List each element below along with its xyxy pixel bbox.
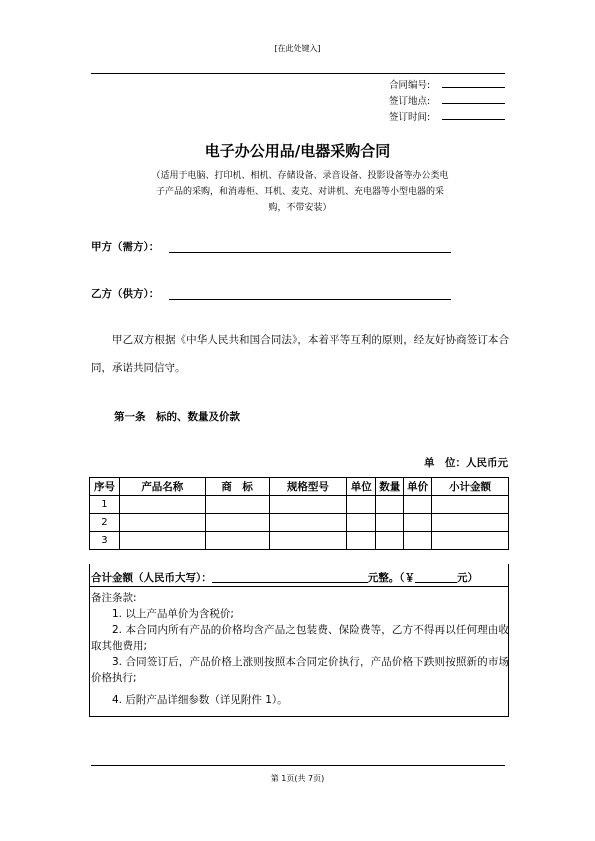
total-divider	[89, 586, 509, 587]
subtotal-cell[interactable]	[432, 532, 509, 550]
note-item: 4. 后附产品详细参数（详见附件 1）。	[112, 694, 288, 706]
col-header-quantity: 数量	[376, 478, 404, 496]
price-cell[interactable]	[404, 496, 432, 514]
col-header-index: 序号	[90, 478, 120, 496]
intro-paragraph: 甲乙双方根据《中华人民共和国合同法》，本着平等互利的原则，经友好协商签订本合同，承诺共同信守。	[91, 334, 509, 374]
sign-place-row	[389, 93, 441, 106]
col-header-product: 产品名称	[119, 478, 205, 496]
price-cell[interactable]	[404, 514, 432, 532]
sign-place-blank[interactable]	[442, 103, 505, 104]
brand-cell[interactable]	[205, 496, 269, 514]
price-cell[interactable]	[404, 532, 432, 550]
row-index: 2	[90, 514, 120, 532]
total-suffix-1: 元整。（￥	[367, 572, 415, 584]
product-cell[interactable]	[119, 514, 205, 532]
col-header-price: 单价	[404, 478, 432, 496]
total-amount-row	[91, 570, 478, 585]
article-1-heading: 第一条 标的、数量及价款	[114, 411, 240, 423]
note-item: 2. 本合同内所有产品的价格均含产品之包装费、保险费等，乙方不得再以任何理由收取其他费用;	[91, 624, 509, 652]
unit-cell[interactable]	[347, 532, 376, 550]
sign-date-blank[interactable]	[442, 119, 505, 120]
quantity-cell[interactable]	[376, 496, 404, 514]
col-header-unit: 单位	[347, 478, 376, 496]
party-a-label: 甲方（需方）：	[91, 241, 160, 253]
col-header-subtotal: 小计金额	[432, 478, 509, 496]
col-header-brand: 商 标	[205, 478, 269, 496]
product-cell[interactable]	[119, 496, 205, 514]
product-cell[interactable]	[119, 532, 205, 550]
currency-unit: 单 位：人民币元	[424, 457, 508, 469]
sign-place-label: 签订地点:	[389, 96, 431, 107]
note-item: 3. 合同签订后，产品价格上涨则按照本合同定价执行，产品价格下跌则按照新的市场价格执行;	[91, 656, 509, 684]
table-row	[90, 532, 509, 550]
header-rule	[91, 73, 505, 74]
party-b-blank[interactable]	[169, 299, 451, 300]
page-number: 第 1页(共 7页)	[270, 774, 325, 783]
col-header-model: 规格型号	[269, 478, 347, 496]
contract-number-label: 合同编号:	[389, 80, 431, 91]
total-figure-blank[interactable]	[415, 570, 457, 583]
brand-cell[interactable]	[205, 532, 269, 550]
notes-title: 备注条款:	[91, 592, 137, 604]
total-suffix-2: 元）	[457, 572, 478, 584]
model-cell[interactable]	[269, 496, 347, 514]
row-index: 1	[90, 496, 120, 514]
party-b-label: 乙方（供方）：	[91, 288, 160, 300]
quantity-cell[interactable]	[376, 514, 404, 532]
items-table	[89, 477, 509, 550]
brand-cell[interactable]	[205, 514, 269, 532]
quantity-cell[interactable]	[376, 532, 404, 550]
sign-date-row	[389, 109, 441, 122]
model-cell[interactable]	[269, 532, 347, 550]
party-a-row	[91, 239, 159, 254]
subtotal-cell[interactable]	[432, 496, 509, 514]
table-header-row	[90, 478, 509, 496]
note-item: 1. 以上产品单价为含税价;	[112, 608, 234, 620]
contract-number-row	[389, 77, 441, 90]
row-index: 3	[90, 532, 120, 550]
party-a-blank[interactable]	[169, 252, 451, 253]
table-row	[90, 514, 509, 532]
sign-date-label: 签订时间:	[389, 112, 431, 123]
footer-rule	[91, 765, 505, 766]
total-words-blank[interactable]	[212, 570, 368, 583]
table-row	[90, 496, 509, 514]
contract-number-blank[interactable]	[442, 87, 505, 88]
header-hint: [在此处键入]	[274, 44, 321, 53]
party-b-row	[91, 286, 159, 301]
unit-cell[interactable]	[347, 496, 376, 514]
scope-note: （适用于电脑、打印机、相机、存储设备、录音设备、投影设备等办公类电子产品的采购，和消毒柜、耳机、麦克、对讲机、充电器等小型电器的采购，不带安装）	[151, 171, 449, 213]
model-cell[interactable]	[269, 514, 347, 532]
subtotal-cell[interactable]	[432, 514, 509, 532]
document-title: 电子办公用品/电器采购合同	[204, 142, 391, 160]
unit-cell[interactable]	[347, 514, 376, 532]
total-label: 合计金额（人民币大写）：	[91, 572, 212, 584]
